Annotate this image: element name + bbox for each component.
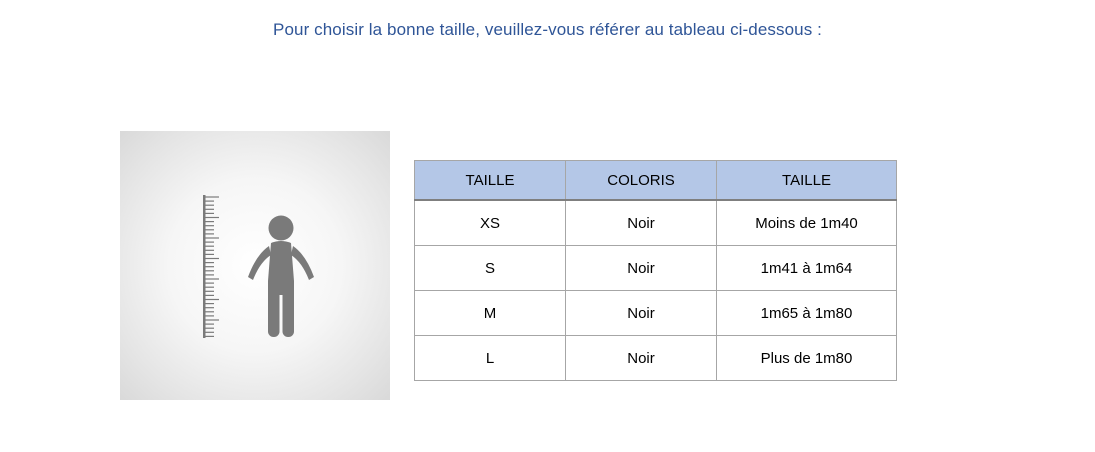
- height-cell: 1m41 à 1m64: [717, 246, 897, 291]
- header-size: TAILLE: [415, 161, 566, 201]
- color-cell: Noir: [566, 246, 717, 291]
- page-heading: Pour choisir la bonne taille, veuillez-vous référer au tableau ci-dessous :: [273, 20, 822, 39]
- color-cell: Noir: [566, 291, 717, 336]
- color-cell: Noir: [566, 200, 717, 246]
- height-illustration: [120, 131, 390, 400]
- size-cell: XS: [415, 200, 566, 246]
- size-cell: M: [415, 291, 566, 336]
- person-icon: [248, 216, 314, 338]
- size-illustration: [120, 131, 390, 400]
- size-cell: S: [415, 246, 566, 291]
- size-cell: L: [415, 336, 566, 381]
- table-row: [415, 336, 897, 381]
- header-color: COLORIS: [566, 161, 717, 201]
- color-cell: Noir: [566, 336, 717, 381]
- height-cell: Plus de 1m80: [717, 336, 897, 381]
- size-chart-table: [414, 160, 897, 381]
- table-header-row: [415, 161, 897, 201]
- table-row: [415, 291, 897, 336]
- height-cell: Moins de 1m40: [717, 200, 897, 246]
- header-height: TAILLE: [717, 161, 897, 201]
- height-cell: 1m65 à 1m80: [717, 291, 897, 336]
- table-row: [415, 200, 897, 246]
- table-row: [415, 246, 897, 291]
- height-ruler-icon: [203, 195, 219, 338]
